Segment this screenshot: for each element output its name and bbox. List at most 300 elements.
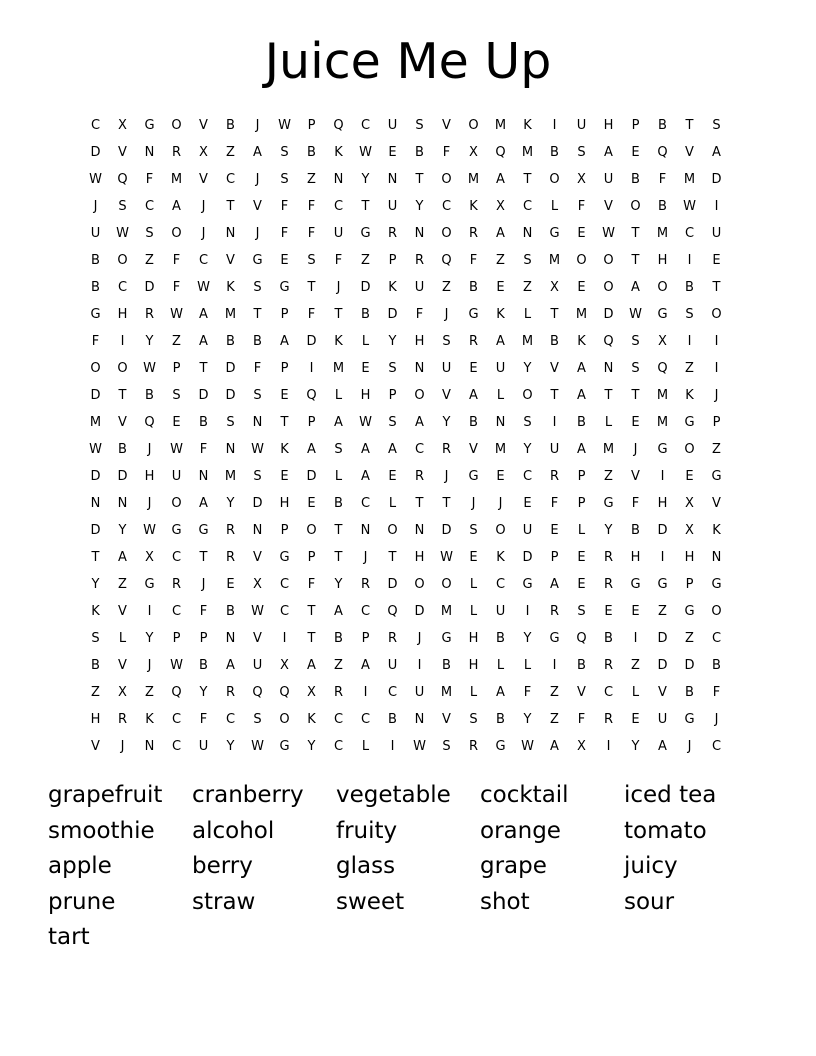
grid-row bbox=[82, 193, 730, 220]
grid-letter: R bbox=[225, 550, 236, 565]
grid-letter: W bbox=[440, 550, 453, 565]
grid-letter: G bbox=[657, 442, 668, 457]
grid-letter: S bbox=[388, 415, 397, 430]
grid-letter: Z bbox=[145, 253, 154, 268]
grid-letter: M bbox=[440, 685, 453, 700]
grid-letter: M bbox=[332, 361, 345, 376]
grid-letter: R bbox=[144, 307, 155, 322]
grid-letter: N bbox=[360, 523, 371, 538]
grid-letter: C bbox=[387, 685, 398, 700]
grid-letter: N bbox=[414, 523, 425, 538]
grid-letter: R bbox=[387, 631, 398, 646]
grid-letter: Z bbox=[226, 145, 235, 160]
grid-letter: Z bbox=[334, 658, 343, 673]
grid-letter: P bbox=[172, 631, 181, 646]
grid-letter: I bbox=[147, 604, 152, 619]
grid-letter: S bbox=[334, 442, 343, 457]
grid-letter: F bbox=[442, 145, 451, 160]
grid-letter: L bbox=[118, 631, 127, 646]
grid-letter: R bbox=[468, 739, 479, 754]
grid-letter: U bbox=[441, 361, 452, 376]
grid-letter: S bbox=[631, 334, 640, 349]
grid-letter: B bbox=[604, 631, 613, 646]
grid-letter: H bbox=[603, 118, 614, 133]
grid-letter: J bbox=[714, 388, 719, 403]
grid-letter: B bbox=[631, 523, 640, 538]
grid-letter: B bbox=[253, 334, 262, 349]
grid-letter: D bbox=[441, 523, 452, 538]
grid-letter: I bbox=[714, 334, 719, 349]
grid-letter: D bbox=[414, 604, 425, 619]
grid-letter: J bbox=[201, 226, 206, 241]
grid-letter: Z bbox=[361, 253, 370, 268]
grid-letter: N bbox=[387, 172, 398, 187]
grid-letter: V bbox=[118, 145, 127, 160]
grid-letter: R bbox=[414, 253, 425, 268]
grid-letter: M bbox=[89, 415, 102, 430]
grid-letter: N bbox=[90, 496, 101, 511]
grid-letter: A bbox=[415, 415, 424, 430]
grid-letter: W bbox=[278, 118, 291, 133]
word-list-item: smoothie bbox=[48, 817, 155, 844]
grid-letter: U bbox=[711, 226, 722, 241]
grid-letter: X bbox=[253, 577, 262, 592]
grid-letter: B bbox=[658, 118, 667, 133]
grid-letter: D bbox=[90, 388, 101, 403]
grid-letter: H bbox=[630, 550, 641, 565]
grid-letter: R bbox=[414, 469, 425, 484]
grid-letter: X bbox=[469, 145, 478, 160]
grid-letter: R bbox=[441, 442, 452, 457]
grid-letter: R bbox=[171, 145, 182, 160]
grid-row bbox=[82, 652, 730, 679]
grid-row bbox=[82, 409, 730, 436]
grid-letter: M bbox=[494, 442, 507, 457]
grid-letter: C bbox=[333, 199, 344, 214]
grid-letter: P bbox=[280, 523, 289, 538]
grid-letter: F bbox=[199, 712, 208, 727]
grid-letter: B bbox=[469, 280, 478, 295]
grid-letter: I bbox=[660, 550, 665, 565]
grid-letter: T bbox=[712, 280, 721, 295]
grid-letter: R bbox=[603, 577, 614, 592]
grid-letter: Z bbox=[550, 685, 559, 700]
grid-letter: A bbox=[496, 226, 505, 241]
grid-letter: T bbox=[334, 550, 343, 565]
grid-letter: F bbox=[469, 253, 478, 268]
grid-letter: K bbox=[280, 442, 289, 457]
word-list-item: sweet bbox=[336, 888, 405, 915]
grid-letter: L bbox=[550, 199, 559, 214]
grid-letter: B bbox=[550, 145, 559, 160]
grid-letter: D bbox=[90, 145, 101, 160]
grid-letter: E bbox=[631, 145, 640, 160]
grid-letter: X bbox=[199, 145, 208, 160]
grid-letter: A bbox=[577, 388, 586, 403]
grid-letter: Q bbox=[387, 604, 398, 619]
grid-letter: V bbox=[199, 118, 208, 133]
grid-letter: P bbox=[550, 550, 559, 565]
grid-letter: V bbox=[442, 118, 451, 133]
grid-letter: L bbox=[334, 388, 343, 403]
grid-letter: C bbox=[333, 739, 344, 754]
grid-letter: U bbox=[603, 172, 614, 187]
grid-letter: H bbox=[468, 631, 479, 646]
grid-letter: E bbox=[280, 388, 289, 403]
grid-letter: A bbox=[253, 145, 262, 160]
grid-letter: S bbox=[415, 118, 424, 133]
grid-letter: C bbox=[90, 118, 101, 133]
grid-letter: F bbox=[145, 172, 154, 187]
grid-letter: Z bbox=[496, 253, 505, 268]
grid-letter: Y bbox=[145, 631, 154, 646]
grid-letter: T bbox=[334, 307, 343, 322]
grid-letter: L bbox=[577, 523, 586, 538]
grid-letter: J bbox=[471, 496, 476, 511]
grid-letter: A bbox=[577, 361, 586, 376]
grid-letter: N bbox=[522, 226, 533, 241]
grid-letter: J bbox=[120, 739, 125, 754]
grid-letter: C bbox=[684, 226, 695, 241]
grid-row bbox=[82, 436, 730, 463]
grid-letter: S bbox=[145, 226, 154, 241]
grid-letter: G bbox=[144, 118, 155, 133]
grid-letter: O bbox=[171, 226, 182, 241]
grid-letter: U bbox=[252, 658, 263, 673]
grid-letter: T bbox=[631, 226, 640, 241]
grid-letter: H bbox=[414, 334, 425, 349]
word-list-item: shot bbox=[480, 888, 530, 915]
grid-letter: Q bbox=[306, 388, 317, 403]
grid-letter: B bbox=[496, 631, 505, 646]
grid-letter: E bbox=[469, 361, 478, 376]
grid-letter: B bbox=[199, 415, 208, 430]
grid-letter: G bbox=[711, 469, 722, 484]
grid-letter: T bbox=[307, 604, 316, 619]
grid-letter: U bbox=[657, 712, 668, 727]
grid-letter: J bbox=[498, 496, 503, 511]
grid-letter: H bbox=[90, 712, 101, 727]
grid-letter: Y bbox=[523, 361, 532, 376]
grid-row bbox=[82, 598, 730, 625]
grid-letter: K bbox=[577, 334, 586, 349]
grid-letter: A bbox=[631, 280, 640, 295]
grid-letter: A bbox=[361, 469, 370, 484]
grid-letter: P bbox=[388, 388, 397, 403]
grid-letter: F bbox=[199, 604, 208, 619]
grid-letter: E bbox=[361, 361, 370, 376]
grid-letter: L bbox=[469, 604, 478, 619]
grid-letter: S bbox=[442, 334, 451, 349]
grid-letter: B bbox=[631, 172, 640, 187]
grid-letter: L bbox=[388, 496, 397, 511]
grid-letter: J bbox=[147, 442, 152, 457]
grid-letter: O bbox=[306, 523, 317, 538]
grid-letter: S bbox=[280, 172, 289, 187]
grid-letter: Z bbox=[523, 280, 532, 295]
grid-letter: A bbox=[172, 199, 181, 214]
grid-letter: E bbox=[469, 550, 478, 565]
grid-letter: P bbox=[280, 361, 289, 376]
grid-letter: C bbox=[171, 604, 182, 619]
grid-letter: W bbox=[170, 307, 183, 322]
grid-letter: P bbox=[361, 631, 370, 646]
grid-letter: K bbox=[496, 550, 505, 565]
grid-letter: A bbox=[118, 550, 127, 565]
letter-grid bbox=[82, 112, 730, 760]
grid-letter: W bbox=[359, 415, 372, 430]
grid-letter: B bbox=[91, 658, 100, 673]
grid-letter: B bbox=[226, 118, 235, 133]
grid-letter: T bbox=[388, 550, 397, 565]
grid-letter: R bbox=[333, 685, 344, 700]
grid-row bbox=[82, 490, 730, 517]
grid-letter: L bbox=[523, 307, 532, 322]
grid-letter: N bbox=[225, 631, 236, 646]
grid-letter: W bbox=[629, 307, 642, 322]
grid-letter: F bbox=[415, 307, 424, 322]
grid-letter: O bbox=[549, 172, 560, 187]
grid-letter: N bbox=[414, 361, 425, 376]
grid-letter: I bbox=[552, 658, 557, 673]
grid-letter: E bbox=[496, 469, 505, 484]
grid-letter: A bbox=[712, 145, 721, 160]
grid-letter: J bbox=[687, 739, 692, 754]
grid-letter: L bbox=[361, 739, 370, 754]
grid-letter: T bbox=[415, 496, 424, 511]
grid-letter: R bbox=[117, 712, 128, 727]
grid-letter: F bbox=[577, 712, 586, 727]
grid-letter: J bbox=[201, 199, 206, 214]
grid-letter: W bbox=[89, 442, 102, 457]
grid-row bbox=[82, 328, 730, 355]
grid-letter: S bbox=[118, 199, 127, 214]
grid-letter: J bbox=[147, 658, 152, 673]
grid-letter: G bbox=[279, 280, 290, 295]
grid-letter: X bbox=[685, 496, 694, 511]
grid-letter: V bbox=[199, 172, 208, 187]
grid-letter: Z bbox=[145, 685, 154, 700]
grid-letter: A bbox=[361, 442, 370, 457]
grid-letter: J bbox=[363, 550, 368, 565]
grid-letter: I bbox=[660, 469, 665, 484]
grid-letter: V bbox=[253, 550, 262, 565]
grid-letter: H bbox=[414, 550, 425, 565]
grid-letter: Y bbox=[523, 631, 532, 646]
grid-letter: Z bbox=[91, 685, 100, 700]
grid-letter: C bbox=[711, 631, 722, 646]
grid-letter: M bbox=[656, 415, 669, 430]
grid-letter: B bbox=[334, 496, 343, 511]
grid-letter: Q bbox=[117, 172, 128, 187]
grid-letter: K bbox=[307, 712, 316, 727]
grid-letter: D bbox=[306, 469, 317, 484]
grid-letter: N bbox=[252, 523, 263, 538]
grid-letter: D bbox=[387, 577, 398, 592]
grid-letter: U bbox=[414, 280, 425, 295]
grid-letter: B bbox=[226, 604, 235, 619]
grid-letter: Z bbox=[172, 334, 181, 349]
grid-letter: W bbox=[521, 739, 534, 754]
grid-letter: V bbox=[658, 685, 667, 700]
grid-letter: S bbox=[469, 712, 478, 727]
grid-letter: S bbox=[631, 361, 640, 376]
grid-letter: I bbox=[120, 334, 125, 349]
grid-letter: M bbox=[494, 118, 507, 133]
grid-letter: N bbox=[414, 712, 425, 727]
grid-letter: U bbox=[171, 469, 182, 484]
grid-letter: T bbox=[631, 388, 640, 403]
grid-letter: M bbox=[548, 253, 561, 268]
grid-letter: Q bbox=[171, 685, 182, 700]
grid-letter: Z bbox=[658, 604, 667, 619]
grid-letter: Z bbox=[712, 442, 721, 457]
grid-letter: U bbox=[387, 118, 398, 133]
grid-letter: V bbox=[91, 739, 100, 754]
grid-letter: U bbox=[549, 442, 560, 457]
grid-letter: V bbox=[118, 415, 127, 430]
grid-letter: E bbox=[550, 523, 559, 538]
grid-letter: J bbox=[201, 577, 206, 592]
grid-letter: K bbox=[712, 523, 721, 538]
grid-letter: W bbox=[683, 199, 696, 214]
grid-letter: L bbox=[496, 658, 505, 673]
grid-letter: D bbox=[198, 388, 209, 403]
grid-letter: S bbox=[442, 739, 451, 754]
grid-letter: S bbox=[577, 145, 586, 160]
grid-letter: A bbox=[307, 442, 316, 457]
grid-letter: A bbox=[550, 739, 559, 754]
grid-letter: B bbox=[685, 685, 694, 700]
grid-letter: F bbox=[307, 307, 316, 322]
grid-letter: B bbox=[550, 334, 559, 349]
grid-letter: C bbox=[171, 739, 182, 754]
grid-letter: C bbox=[522, 199, 533, 214]
grid-letter: Q bbox=[657, 145, 668, 160]
grid-letter: P bbox=[307, 550, 316, 565]
grid-letter: E bbox=[604, 604, 613, 619]
grid-letter: U bbox=[522, 523, 533, 538]
grid-letter: T bbox=[550, 388, 559, 403]
grid-row bbox=[82, 355, 730, 382]
grid-letter: G bbox=[549, 226, 560, 241]
grid-letter: Y bbox=[118, 523, 127, 538]
word-list-item: tomato bbox=[624, 817, 707, 844]
grid-letter: L bbox=[631, 685, 640, 700]
grid-letter: U bbox=[333, 226, 344, 241]
grid-letter: D bbox=[225, 361, 236, 376]
grid-letter: O bbox=[603, 253, 614, 268]
grid-row bbox=[82, 382, 730, 409]
grid-letter: G bbox=[684, 415, 695, 430]
grid-letter: N bbox=[711, 550, 722, 565]
grid-row bbox=[82, 463, 730, 490]
grid-letter: Z bbox=[685, 631, 694, 646]
grid-letter: G bbox=[468, 469, 479, 484]
grid-letter: X bbox=[496, 199, 505, 214]
grid-letter: G bbox=[171, 523, 182, 538]
grid-letter: C bbox=[603, 685, 614, 700]
grid-letter: X bbox=[577, 739, 586, 754]
grid-letter: Q bbox=[576, 631, 587, 646]
grid-letter: L bbox=[523, 658, 532, 673]
grid-letter: D bbox=[306, 334, 317, 349]
grid-letter: J bbox=[93, 199, 98, 214]
grid-letter: O bbox=[90, 361, 101, 376]
grid-letter: C bbox=[144, 199, 155, 214]
grid-letter: H bbox=[144, 469, 155, 484]
grid-letter: Y bbox=[334, 577, 343, 592]
grid-letter: A bbox=[496, 172, 505, 187]
grid-letter: A bbox=[334, 415, 343, 430]
grid-letter: P bbox=[307, 415, 316, 430]
grid-letter: A bbox=[280, 334, 289, 349]
grid-letter: T bbox=[91, 550, 100, 565]
grid-letter: V bbox=[118, 658, 127, 673]
grid-letter: W bbox=[413, 739, 426, 754]
grid-letter: G bbox=[90, 307, 101, 322]
grid-letter: Z bbox=[307, 172, 316, 187]
grid-letter: E bbox=[280, 469, 289, 484]
grid-letter: O bbox=[117, 361, 128, 376]
grid-letter: B bbox=[388, 712, 397, 727]
grid-letter: C bbox=[360, 604, 371, 619]
grid-letter: O bbox=[414, 388, 425, 403]
grid-letter: J bbox=[714, 712, 719, 727]
grid-letter: A bbox=[361, 658, 370, 673]
grid-letter: Y bbox=[91, 577, 100, 592]
grid-letter: G bbox=[657, 577, 668, 592]
grid-letter: K bbox=[145, 712, 154, 727]
grid-row bbox=[82, 166, 730, 193]
grid-letter: S bbox=[685, 307, 694, 322]
grid-letter: Y bbox=[226, 739, 235, 754]
grid-letter: B bbox=[91, 280, 100, 295]
grid-letter: I bbox=[417, 658, 422, 673]
grid-letter: O bbox=[495, 523, 506, 538]
grid-letter: E bbox=[307, 496, 316, 511]
grid-letter: Z bbox=[442, 280, 451, 295]
grid-row bbox=[82, 139, 730, 166]
grid-letter: A bbox=[334, 604, 343, 619]
grid-letter: T bbox=[253, 307, 262, 322]
grid-letter: U bbox=[576, 118, 587, 133]
grid-letter: D bbox=[225, 388, 236, 403]
grid-letter: S bbox=[388, 361, 397, 376]
grid-letter: T bbox=[118, 388, 127, 403]
grid-letter: H bbox=[468, 658, 479, 673]
grid-letter: J bbox=[147, 496, 152, 511]
grid-letter: A bbox=[469, 388, 478, 403]
grid-letter: Q bbox=[603, 334, 614, 349]
grid-letter: N bbox=[144, 739, 155, 754]
word-list-item: vegetable bbox=[336, 782, 451, 808]
word-list-item: apple bbox=[48, 853, 112, 879]
grid-letter: U bbox=[90, 226, 101, 241]
grid-letter: K bbox=[226, 280, 235, 295]
grid-letter: D bbox=[144, 280, 155, 295]
grid-letter: V bbox=[442, 712, 451, 727]
grid-letter: E bbox=[631, 415, 640, 430]
grid-letter: Y bbox=[442, 415, 451, 430]
grid-letter: P bbox=[172, 361, 181, 376]
grid-letter: G bbox=[279, 739, 290, 754]
grid-letter: Y bbox=[307, 739, 316, 754]
grid-letter: B bbox=[334, 631, 343, 646]
grid-letter: S bbox=[523, 253, 532, 268]
grid-letter: K bbox=[685, 388, 694, 403]
grid-letter: B bbox=[577, 415, 586, 430]
